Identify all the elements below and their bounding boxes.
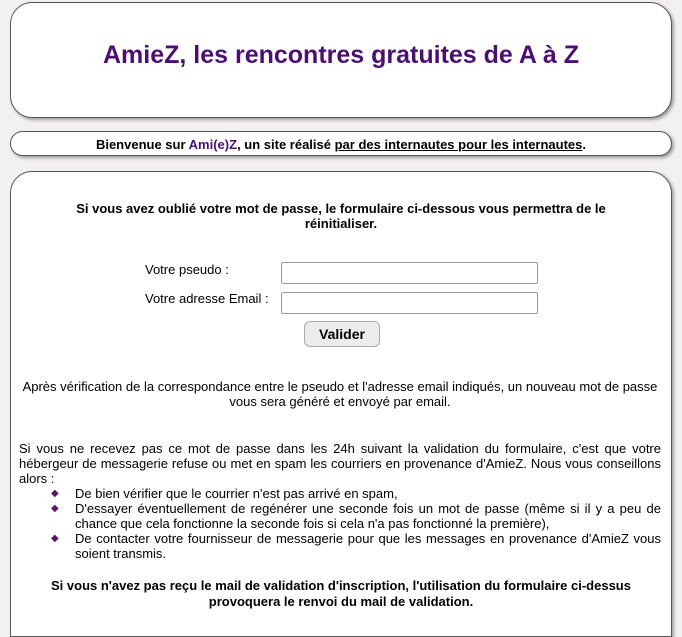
list-item (51, 501, 661, 531)
list-item (51, 531, 661, 561)
brand-name: Ami(e)Z (188, 137, 238, 152)
community-link[interactable]: par des internautes pour les internautes (334, 137, 583, 152)
submit-button[interactable]: Valider (304, 321, 380, 347)
form-intro: Si vous avez oublié votre mot de passe, le formulaire ci-dessous vous permettra de le réinitialiser. (76, 201, 606, 231)
welcome-prefix: Bienvenue sur (95, 137, 189, 152)
list-item (51, 486, 661, 501)
email-label: Votre adresse Email : (145, 291, 269, 306)
diamond-bullet-icon: ◆ (51, 503, 59, 514)
header-panel (10, 2, 672, 118)
site-title: AmieZ, les rencontres gratuites de A à Z (102, 41, 580, 69)
verification-text: Après vérification de la correspondance entre le pseudo et l'adresse email indiqués, un nouveau mot de passe vous sera généré et envoyé par email. (22, 379, 658, 409)
final-note: Si vous n'avez pas reçu le mail de validation d'inscription, l'utilisation du formulaire ci-dessus provoquera le renvoi du mail de validation. (51, 578, 631, 609)
password-reset-panel (10, 171, 672, 637)
pseudo-input[interactable] (281, 262, 538, 284)
advice-text: D'essayer éventuellement de regénérer une seconde fois un mot de passe (même si il y a peu de chance que cela fonctionne la seconde fois si cela n'a pas fonctionné la première), (75, 501, 661, 531)
advice-list (51, 486, 661, 561)
advice-text: De contacter votre fournisseur de messagerie pour que les messages en provenance d'AmieZ vous soient transmis. (75, 531, 661, 561)
welcome-middle: , un site réalisé (237, 137, 335, 152)
welcome-suffix: . (582, 137, 587, 152)
welcome-banner (10, 131, 672, 156)
email-input[interactable] (281, 292, 538, 314)
diamond-bullet-icon: ◆ (51, 488, 59, 499)
diamond-bullet-icon: ◆ (51, 533, 59, 544)
pseudo-label: Votre pseudo : (145, 262, 229, 277)
not-received-text: Si vous ne recevez pas ce mot de passe dans les 24h suivant la validation du formulaire, c'est que votre hébergeur de messagerie refuse ou met en spam les courriers en provenance d'AmieZ. Nous vous conseillons alors : (19, 441, 661, 486)
advice-text: De bien vérifier que le courrier n'est pas arrivé en spam, (75, 486, 398, 501)
